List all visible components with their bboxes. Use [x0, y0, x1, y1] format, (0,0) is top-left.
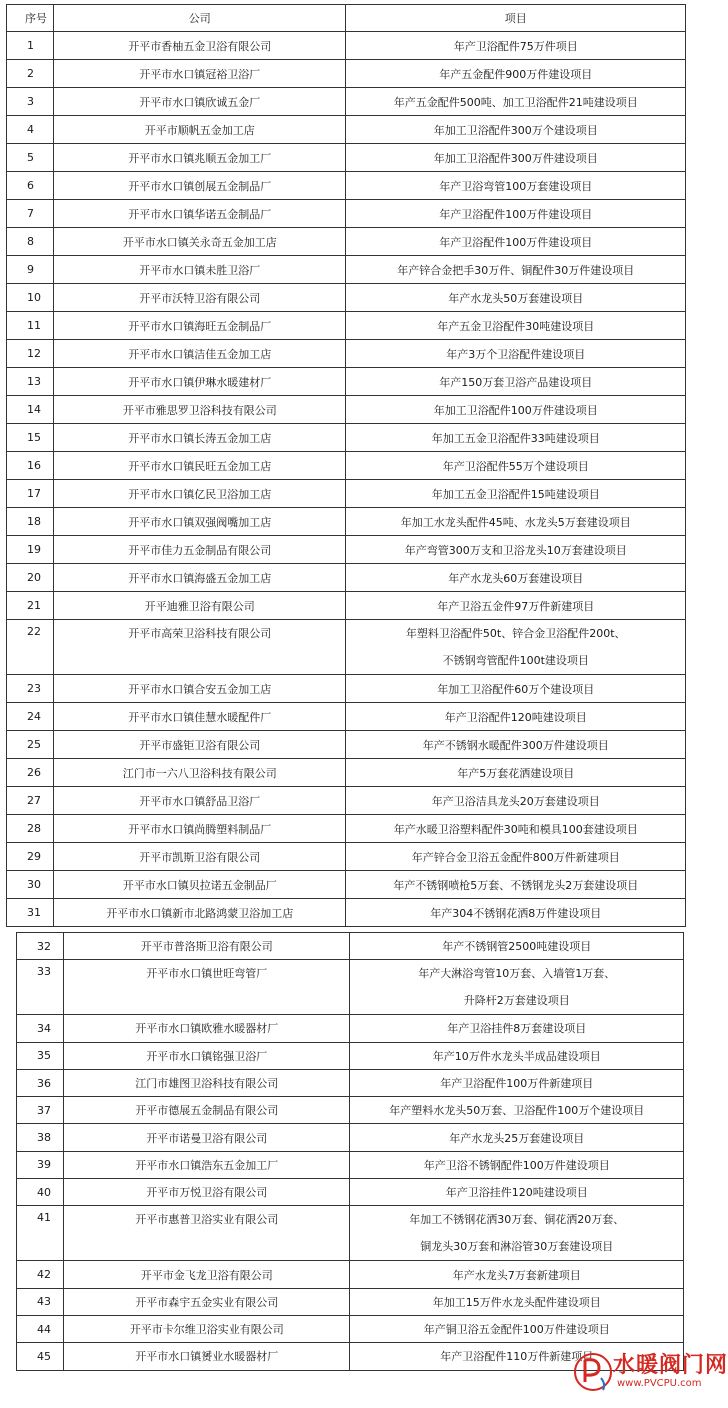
project-cell [346, 88, 686, 116]
company-name: 开平市德展五金制品有限公司 [64, 1097, 350, 1124]
row-number: 41 [17, 1206, 64, 1261]
company-name: 开平市水口镇双强阀嘴加工店 [54, 508, 346, 536]
project-cell [346, 144, 686, 172]
company-name: 开平市水口镇贝拉诺五金制品厂 [54, 871, 346, 899]
project-cell [346, 620, 686, 675]
table-row [7, 815, 686, 843]
company-name: 开平市水口镇伊琳水暖建材厂 [54, 368, 346, 396]
row-number: 36 [17, 1069, 64, 1096]
project-line: 年产10万件水龙头半成品建设项目 [432, 1049, 601, 1063]
company-name: 开平市水口镇冠裕卫浴厂 [54, 60, 346, 88]
company-name: 开平市水口镇合安五金加工店 [54, 675, 346, 703]
project-line: 年产不锈钢喷枪5万套、不锈钢龙头2万套建设项目 [393, 878, 639, 892]
project-cell [346, 452, 686, 480]
table-row [7, 452, 686, 480]
row-number: 9 [7, 256, 54, 284]
project-cell [346, 759, 686, 787]
table-row [17, 960, 684, 1015]
table-row [7, 675, 686, 703]
table-row [7, 172, 686, 200]
row-number: 42 [17, 1261, 64, 1288]
row-number: 12 [7, 340, 54, 368]
project-cell [346, 871, 686, 899]
company-name: 开平市水口镇华诺五金制品厂 [54, 200, 346, 228]
watermark-logo [573, 1346, 728, 1400]
table-row [7, 843, 686, 871]
table-row [17, 1315, 684, 1342]
project-line: 不锈钢弯管配件100t建设项目 [442, 654, 589, 667]
project-line: 年产水龙头7万套新建项目 [452, 1268, 581, 1282]
row-number: 35 [17, 1042, 64, 1069]
project-line: 年加工水龙头配件45吨、水龙头5万套建设项目 [400, 515, 631, 529]
row-number: 3 [7, 88, 54, 116]
company-name: 开平市普洛斯卫浴有限公司 [64, 933, 350, 960]
table-row [7, 396, 686, 424]
project-cell [346, 675, 686, 703]
company-name: 江门市雄图卫浴科技有限公司 [64, 1069, 350, 1096]
table-row [7, 60, 686, 88]
project-cell [346, 340, 686, 368]
row-number: 8 [7, 228, 54, 256]
table-row [17, 1288, 684, 1315]
row-number: 37 [17, 1097, 64, 1124]
row-number: 30 [7, 871, 54, 899]
table-row [7, 312, 686, 340]
table-row [17, 1069, 684, 1096]
project-cell [346, 592, 686, 620]
company-name: 开平市水口镇海盛五金加工店 [54, 564, 346, 592]
row-number: 15 [7, 424, 54, 452]
header-no: 序号 [7, 5, 54, 32]
project-table-part2 [16, 932, 684, 1371]
project-cell [350, 1261, 684, 1288]
project-cell [346, 899, 686, 927]
row-number: 24 [7, 703, 54, 731]
project-cell [350, 1097, 684, 1124]
company-name: 开平市水口镇海旺五金制品厂 [54, 312, 346, 340]
row-number: 1 [7, 32, 54, 60]
row-number: 43 [17, 1288, 64, 1315]
row-number: 45 [17, 1343, 64, 1370]
table-row [7, 703, 686, 731]
company-name: 开平市卡尔维卫浴实业有限公司 [64, 1315, 350, 1342]
project-cell [346, 368, 686, 396]
project-line: 铜龙头30万套和淋浴管30万套建设项目 [420, 1240, 614, 1254]
row-number: 26 [7, 759, 54, 787]
table-row [17, 1097, 684, 1124]
company-name: 开平市水口镇尚腾塑料制品厂 [54, 815, 346, 843]
project-cell [346, 256, 686, 284]
project-line: 年产锌合金把手30万件、铜配件30万件建设项目 [397, 263, 635, 277]
project-table-part1 [6, 4, 686, 927]
table-row [17, 1261, 684, 1288]
table-row [7, 731, 686, 759]
company-name: 开平市香柚五金卫浴有限公司 [54, 32, 346, 60]
table-row [17, 1179, 684, 1206]
project-line: 年产卫浴配件75万件项目 [453, 39, 578, 53]
row-number: 38 [17, 1124, 64, 1151]
table-row [7, 564, 686, 592]
project-cell [346, 564, 686, 592]
project-line: 年产五金配件500吨、加工卫浴配件21吨建设项目 [393, 95, 638, 109]
project-cell [350, 1315, 684, 1342]
project-line: 年产3万个卫浴配件建设项目 [446, 347, 586, 361]
company-name: 开平市水口镇洁佳五金加工店 [54, 340, 346, 368]
company-name: 开平市水口镇长涛五金加工店 [54, 424, 346, 452]
company-name: 开平市金飞龙卫浴有限公司 [64, 1261, 350, 1288]
company-name: 开平市水口镇浩东五金加工厂 [64, 1151, 350, 1178]
company-name: 开平市惠普卫浴实业有限公司 [64, 1206, 350, 1261]
project-line: 年产铜卫浴五金配件100万件建设项目 [423, 1323, 610, 1337]
company-name: 开平市盛钜卫浴有限公司 [54, 731, 346, 759]
project-cell [350, 1179, 684, 1206]
project-line: 年加工不锈钢花洒30万套、铜花洒20万套、 [409, 1213, 625, 1227]
table-row [7, 787, 686, 815]
company-name: 开平市佳力五金制品有限公司 [54, 536, 346, 564]
company-name: 江门市一六八卫浴科技有限公司 [54, 759, 346, 787]
watermark-brand: 水暖阀门网 [613, 1353, 728, 1378]
table-row [17, 1124, 684, 1151]
project-line: 年产锌合金卫浴五金配件800万件新建项目 [411, 850, 620, 864]
row-number: 23 [7, 675, 54, 703]
company-name: 开平市水口镇赟业水暖器材厂 [64, 1343, 350, 1370]
row-number: 27 [7, 787, 54, 815]
row-number: 2 [7, 60, 54, 88]
project-line: 年产塑料水龙头50万套、卫浴配件100万个建设项目 [389, 1104, 645, 1118]
table-row [7, 116, 686, 144]
project-cell [346, 787, 686, 815]
table-header-row [7, 5, 686, 32]
project-line: 年产150万套卫浴产品建设项目 [439, 375, 593, 389]
project-cell [346, 536, 686, 564]
row-number: 31 [7, 899, 54, 927]
table-row [17, 1042, 684, 1069]
row-number: 18 [7, 508, 54, 536]
project-cell [346, 843, 686, 871]
project-line: 年产弯管300万支和卫浴龙头10万套建设项目 [404, 543, 627, 557]
project-line: 年加工五金卫浴配件15吨建设项目 [431, 487, 600, 501]
project-cell [346, 731, 686, 759]
project-line: 年产卫浴挂件8万套建设项目 [447, 1022, 587, 1036]
project-line: 年加工卫浴配件300万个建设项目 [433, 123, 598, 137]
project-line: 年产五金卫浴配件30吨建设项目 [437, 319, 595, 333]
project-cell [350, 1015, 684, 1042]
project-line: 年加工卫浴配件60万个建设项目 [437, 682, 595, 696]
project-line: 年产大淋浴弯管10万套、入墙管1万套、 [418, 967, 616, 981]
row-number: 25 [7, 731, 54, 759]
project-line: 年产卫浴配件110万件新建项目 [440, 1350, 594, 1364]
company-name: 开平市水口镇舒品卫浴厂 [54, 787, 346, 815]
project-cell [346, 32, 686, 60]
project-cell [350, 1288, 684, 1315]
table-row [7, 871, 686, 899]
row-number: 40 [17, 1179, 64, 1206]
project-line: 年产水龙头25万套建设项目 [449, 1131, 585, 1145]
table-body-part1 [7, 32, 686, 927]
company-name: 开平市水口镇佳慧水暖配件厂 [54, 703, 346, 731]
project-cell [346, 424, 686, 452]
project-line: 年产水龙头60万套建设项目 [448, 571, 584, 585]
project-line: 年产卫浴洁具龙头20万套建设项目 [431, 794, 600, 808]
project-line: 年产卫浴配件100万件建设项目 [439, 207, 593, 221]
table-row [7, 32, 686, 60]
table-row [7, 144, 686, 172]
project-line: 年产卫浴不锈钢配件100万件建设项目 [423, 1158, 610, 1172]
company-name: 开平市凯斯卫浴有限公司 [54, 843, 346, 871]
project-line: 年产不锈钢水暖配件300万件建设项目 [422, 738, 609, 752]
company-name: 开平市高荣卫浴科技有限公司 [54, 620, 346, 675]
project-cell [346, 815, 686, 843]
company-name: 开平市顺帆五金加工店 [54, 116, 346, 144]
company-name: 开平市水口镇铭强卫浴厂 [64, 1042, 350, 1069]
project-line: 年产卫浴配件55万个建设项目 [442, 459, 589, 473]
company-name: 开平市水口镇关永奇五金加工店 [54, 228, 346, 256]
row-number: 7 [7, 200, 54, 228]
project-cell [350, 960, 684, 1015]
row-number: 22 [7, 620, 54, 675]
project-line: 年加工卫浴配件300万件建设项目 [433, 151, 598, 165]
project-line: 年加工卫浴配件100万件建设项目 [433, 403, 598, 417]
project-line: 年产卫浴配件100万件建设项目 [439, 235, 593, 249]
row-number: 39 [17, 1151, 64, 1178]
project-cell [346, 228, 686, 256]
project-cell [350, 1151, 684, 1178]
project-line: 年产卫浴五金件97万件新建项目 [437, 599, 595, 613]
project-cell [350, 1042, 684, 1069]
table-row [17, 1206, 684, 1261]
project-line: 年塑料卫浴配件50t、锌合金卫浴配件200t、 [405, 627, 626, 640]
row-number: 20 [7, 564, 54, 592]
project-line: 升降杆2万套建设项目 [463, 994, 570, 1008]
row-number: 19 [7, 536, 54, 564]
project-line: 年产5万套花洒建设项目 [457, 766, 575, 780]
faucet-logo-icon [573, 1348, 613, 1396]
company-name: 开平迪雅卫浴有限公司 [54, 592, 346, 620]
table-row [7, 368, 686, 396]
project-cell [346, 200, 686, 228]
project-line: 年产卫浴挂件120吨建设项目 [445, 1186, 588, 1200]
row-number: 13 [7, 368, 54, 396]
project-cell [346, 284, 686, 312]
row-number: 14 [7, 396, 54, 424]
project-line: 年产水暖卫浴塑料配件30吨和模具100套建设项目 [393, 822, 638, 836]
row-number: 16 [7, 452, 54, 480]
watermark-url: www.PVCPU.com [617, 1378, 702, 1389]
table-row [17, 1015, 684, 1042]
row-number: 44 [17, 1315, 64, 1342]
project-cell [350, 1069, 684, 1096]
company-name: 开平市沃特卫浴有限公司 [54, 284, 346, 312]
company-name: 开平市水口镇民旺五金加工店 [54, 452, 346, 480]
row-number: 11 [7, 312, 54, 340]
project-line: 年产不锈钢管2500吨建设项目 [442, 940, 592, 954]
table-row [7, 592, 686, 620]
company-name: 开平市水口镇新市北路鸿蒙卫浴加工店 [54, 899, 346, 927]
company-name: 开平市水口镇欧雅水暖器材厂 [64, 1015, 350, 1042]
project-cell [346, 172, 686, 200]
table-row [7, 620, 686, 675]
row-number: 5 [7, 144, 54, 172]
table-row [7, 536, 686, 564]
company-name: 开平市森宇五金实业有限公司 [64, 1288, 350, 1315]
row-number: 34 [17, 1015, 64, 1042]
table-row [7, 228, 686, 256]
table-row [7, 508, 686, 536]
project-cell [346, 312, 686, 340]
company-name: 开平市水口镇兆顺五金加工厂 [54, 144, 346, 172]
project-line: 年加工15万件水龙头配件建设项目 [432, 1295, 601, 1309]
project-cell [346, 480, 686, 508]
project-cell [346, 396, 686, 424]
project-line: 年产304不锈钢花洒8万件建设项目 [430, 906, 602, 920]
company-name: 开平市水口镇欣诚五金厂 [54, 88, 346, 116]
table-row [7, 480, 686, 508]
project-line: 年产水龙头50万套建设项目 [448, 291, 584, 305]
company-name: 开平市万悦卫浴有限公司 [64, 1179, 350, 1206]
project-cell [350, 1206, 684, 1261]
company-name: 开平市雅思罗卫浴科技有限公司 [54, 396, 346, 424]
header-company: 公司 [54, 5, 346, 32]
table-row [7, 256, 686, 284]
project-line: 年产卫浴配件100万件新建项目 [440, 1077, 594, 1091]
table-row [7, 200, 686, 228]
row-number: 29 [7, 843, 54, 871]
table-row [7, 284, 686, 312]
company-name: 开平市水口镇未胜卫浴厂 [54, 256, 346, 284]
row-number: 28 [7, 815, 54, 843]
row-number: 6 [7, 172, 54, 200]
header-project: 项目 [346, 5, 686, 32]
project-cell [346, 60, 686, 88]
project-cell [350, 1124, 684, 1151]
table-row [7, 759, 686, 787]
project-cell [350, 933, 684, 960]
project-cell [346, 116, 686, 144]
row-number: 21 [7, 592, 54, 620]
table-row [7, 340, 686, 368]
table-row [17, 933, 684, 960]
project-line: 年产五金配件900万件建设项目 [439, 67, 593, 81]
project-cell [346, 703, 686, 731]
company-name: 开平市诺曼卫浴有限公司 [64, 1124, 350, 1151]
project-line: 年产卫浴配件120吨建设项目 [444, 710, 587, 724]
row-number: 4 [7, 116, 54, 144]
row-number: 32 [17, 933, 64, 960]
company-name: 开平市水口镇世旺弯管厂 [64, 960, 350, 1015]
row-number: 17 [7, 480, 54, 508]
project-line: 年加工五金卫浴配件33吨建设项目 [431, 431, 600, 445]
table-row [7, 88, 686, 116]
row-number: 33 [17, 960, 64, 1015]
table-row [17, 1151, 684, 1178]
project-line: 年产卫浴弯管100万套建设项目 [439, 179, 593, 193]
table-row [7, 899, 686, 927]
company-name: 开平市水口镇创展五金制品厂 [54, 172, 346, 200]
project-cell [346, 508, 686, 536]
table-row [7, 424, 686, 452]
table-body-part2 [17, 933, 684, 1371]
row-number: 10 [7, 284, 54, 312]
company-name: 开平市水口镇亿民卫浴加工店 [54, 480, 346, 508]
